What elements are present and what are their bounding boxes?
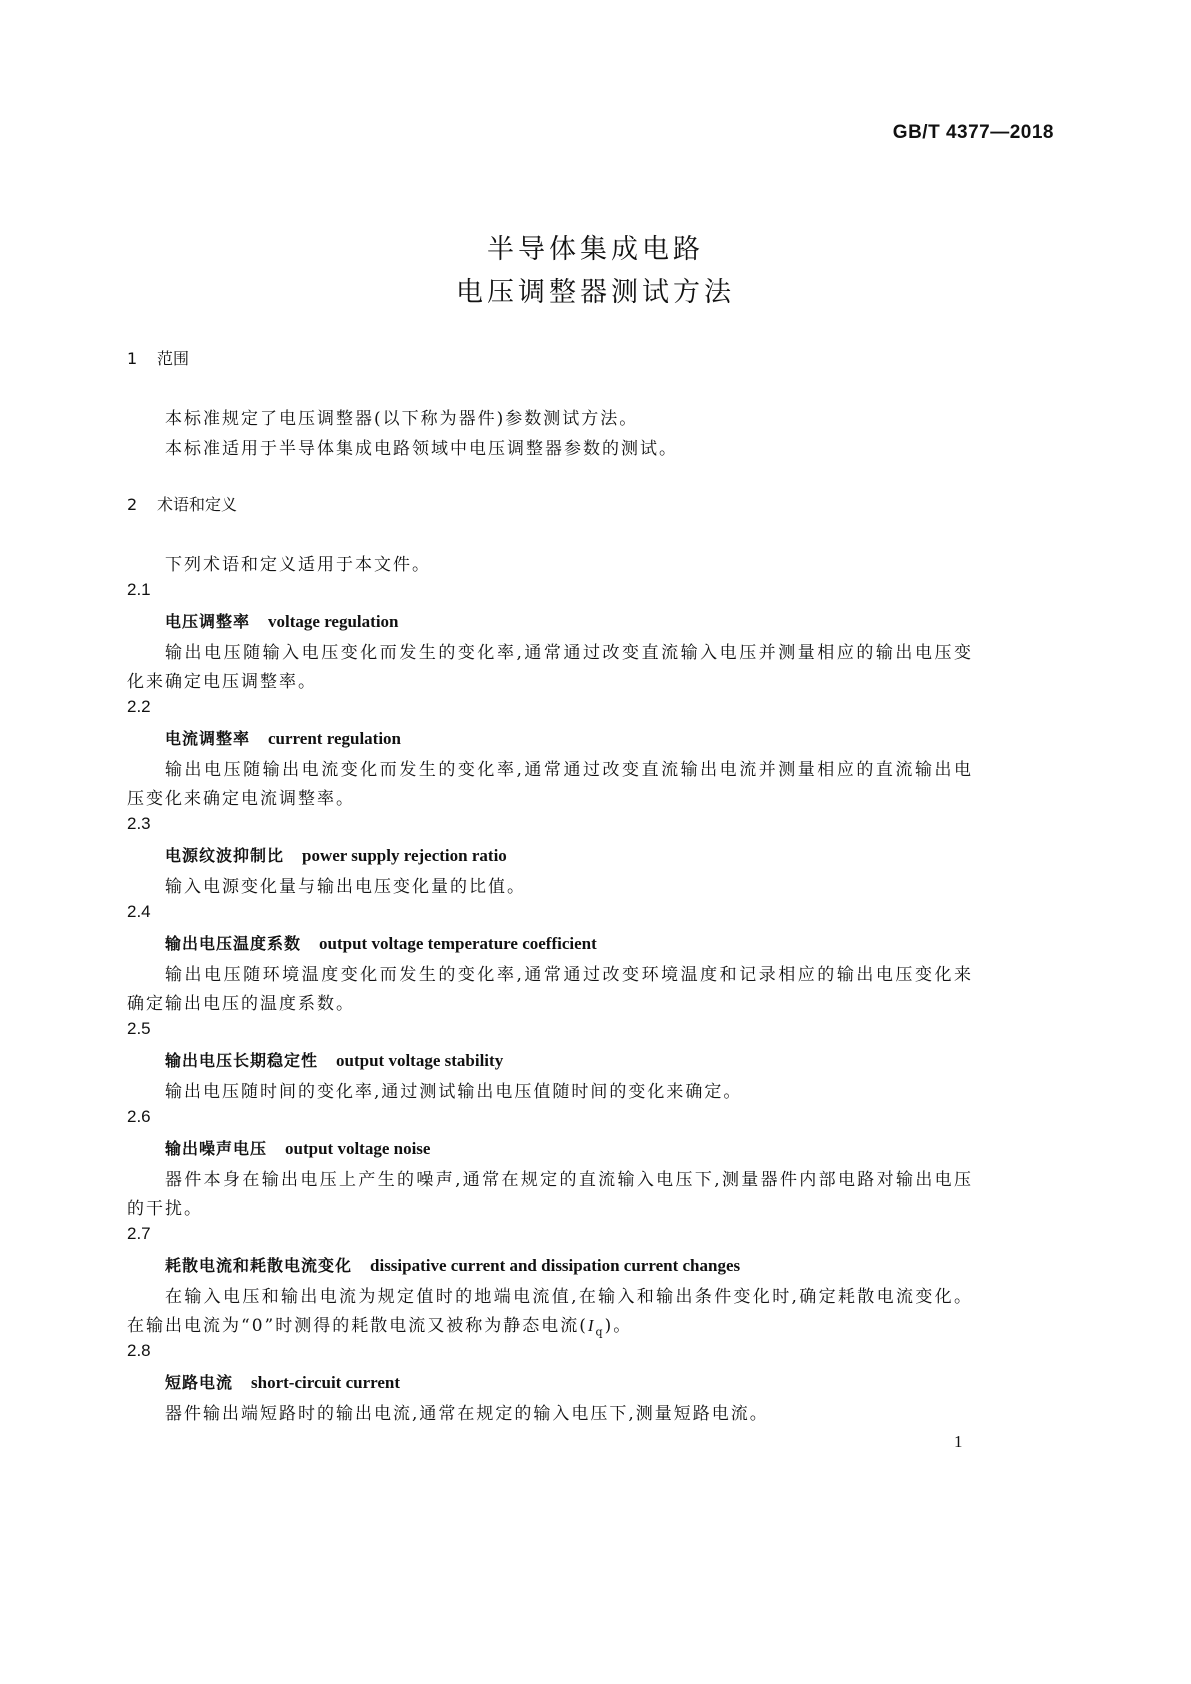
- section-heading-terms: [127, 492, 237, 515]
- term-en: output voltage temperature coefficient: [319, 934, 597, 953]
- term-en: output voltage stability: [336, 1051, 504, 1070]
- section-title: 术语和定义: [157, 495, 238, 514]
- term-title: [165, 843, 507, 866]
- term-number: 2.4: [127, 902, 151, 921]
- term-en: current regulation: [268, 729, 402, 748]
- term-cn: 输出电压温度系数: [165, 934, 302, 953]
- term-title: [165, 1370, 400, 1393]
- term-cn: 耗散电流和耗散电流变化: [165, 1256, 353, 1275]
- definition-text: 在输出电流为“0”时测得的耗散电流又被称为静态电流(: [127, 1316, 588, 1336]
- term-number: 2.3: [127, 814, 151, 833]
- term-definition-line2: 化来确定电压调整率。: [127, 672, 317, 692]
- term-definition-line1: 器件输出端短路时的输出电流,通常在规定的输入电压下,测量短路电流。: [165, 1404, 769, 1424]
- term-definition-line2: [127, 1311, 632, 1338]
- scope-paragraph-1: 本标准规定了电压调整器(以下称为器件)参数测试方法。: [165, 409, 639, 429]
- term-number: 2.5: [127, 1019, 151, 1038]
- term-cn: 电源纹波抑制比: [165, 846, 285, 865]
- term-en: power supply rejection ratio: [302, 846, 507, 865]
- term-definition-line1: 输出电压随输出电流变化而发生的变化率,通常通过改变直流输出电流并测量相应的直流输出电: [165, 760, 973, 780]
- document-title-line2: 电压调整器测试方法: [456, 277, 735, 308]
- term-en: short-circuit current: [251, 1373, 401, 1392]
- term-cn: 电流调整率: [165, 729, 251, 748]
- term-en: output voltage noise: [285, 1139, 431, 1158]
- term-definition-line2: 确定输出电压的温度系数。: [127, 994, 355, 1014]
- term-definition-line2: 的干扰。: [127, 1199, 203, 1219]
- section-number: 1: [127, 349, 138, 368]
- term-definition-line1: 器件本身在输出电压上产生的噪声,通常在规定的直流输入电压下,测量器件内部电路对输出电压: [165, 1170, 973, 1190]
- term-definition-line1: 在输入电压和输出电流为规定值时的地端电流值,在输入和输出条件变化时,确定耗散电流变化。: [165, 1287, 973, 1307]
- term-title: [165, 726, 401, 749]
- term-definition-line2: 压变化来确定电流调整率。: [127, 789, 355, 809]
- term-cn: 输出噪声电压: [165, 1139, 268, 1158]
- term-definition-line1: 输出电压随时间的变化率,通过测试输出电压值随时间的变化来确定。: [165, 1082, 743, 1102]
- section-number: 2: [127, 495, 138, 514]
- section-title: 范围: [157, 349, 190, 368]
- term-title: [165, 1253, 740, 1276]
- symbol-I: I: [587, 1316, 596, 1335]
- term-definition-line1: 输入电源变化量与输出电压变化量的比值。: [165, 877, 526, 897]
- section-heading-scope: [127, 346, 189, 369]
- terms-intro: 下列术语和定义适用于本文件。: [165, 555, 431, 575]
- term-title: [165, 931, 597, 954]
- term-definition-line1: 输出电压随输入电压变化而发生的变化率,通常通过改变直流输入电压并测量相应的输出电压变: [165, 643, 973, 663]
- symbol-subscript: q: [595, 1325, 605, 1339]
- scope-paragraph-2: 本标准适用于半导体集成电路领域中电压调整器参数的测试。: [165, 439, 678, 459]
- term-en: voltage regulation: [268, 612, 399, 631]
- term-number: 2.1: [127, 580, 151, 599]
- term-title: [165, 1136, 430, 1159]
- term-number: 2.6: [127, 1107, 151, 1126]
- term-cn: 电压调整率: [165, 612, 251, 631]
- term-number: 2.2: [127, 697, 151, 716]
- term-title: [165, 1048, 503, 1071]
- term-cn: 输出电压长期稳定性: [165, 1051, 319, 1070]
- definition-text-end: )。: [604, 1316, 633, 1336]
- term-en: dissipative current and dissipation current changes: [370, 1256, 741, 1275]
- term-cn: 短路电流: [165, 1373, 234, 1392]
- standard-code: GB/T 4377—2018: [892, 122, 1054, 143]
- page-number: 1: [954, 1432, 963, 1451]
- term-number: 2.8: [127, 1341, 151, 1360]
- term-title: [165, 609, 399, 632]
- term-number: 2.7: [127, 1224, 151, 1243]
- term-definition-line1: 输出电压随环境温度变化而发生的变化率,通常通过改变环境温度和记录相应的输出电压变化来: [165, 965, 973, 985]
- document-title-line1: 半导体集成电路: [487, 234, 704, 265]
